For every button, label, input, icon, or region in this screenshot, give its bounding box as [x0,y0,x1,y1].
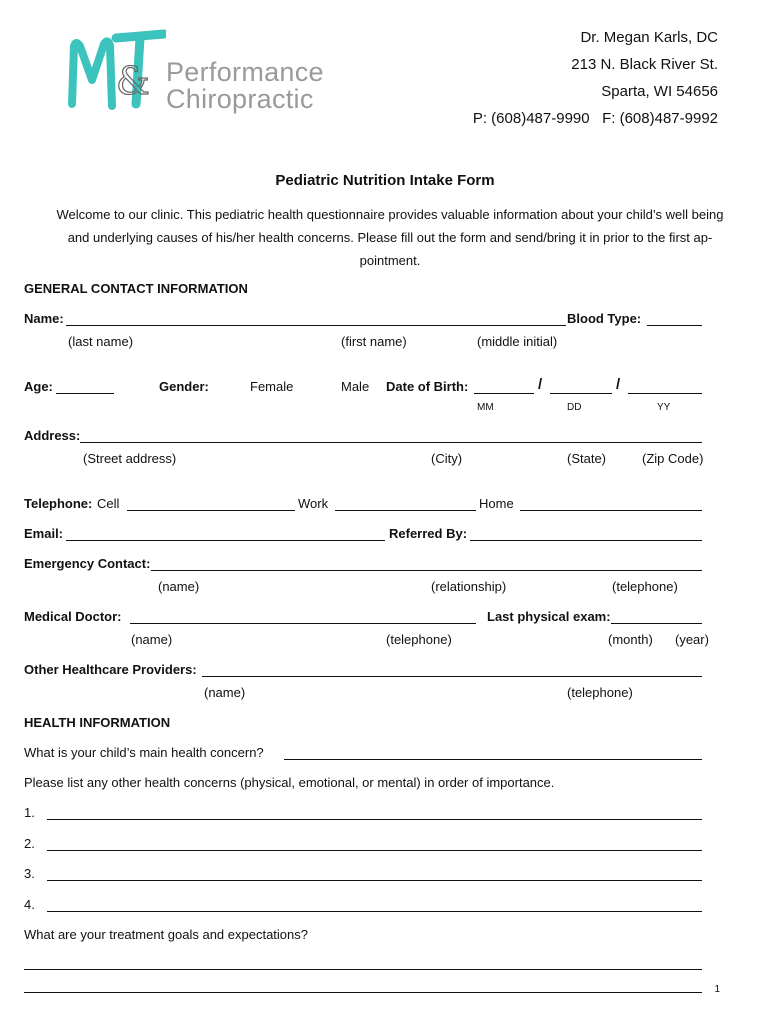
first-name-caption: (first name) [341,334,407,349]
svg-text:&: & [116,59,150,103]
medical-doctor-field[interactable] [130,623,476,624]
last-name-caption: (last name) [68,334,134,349]
city-caption: (City) [431,451,463,466]
form-intro [28,203,752,272]
name-field[interactable] [66,325,566,326]
other-concerns-label: Please list any other health concerns (physical, emotional, or mental) in order of importance. [24,775,555,790]
cell-label: Cell [97,496,120,511]
blood-type-field[interactable] [647,325,702,326]
dob-yy-caption: YY [657,402,671,413]
dob-year-field[interactable] [628,393,702,394]
exam-year-caption: (year) [675,632,709,647]
address-field[interactable] [80,442,702,443]
provider-telephone-caption: (telephone) [567,685,633,700]
street-caption: (Street address) [83,451,177,466]
clinic-phone-fax: P: (608)487-9990 F: (608)487-9992 [472,110,718,127]
email-field[interactable] [66,540,385,541]
emergency-telephone-caption: (telephone) [612,579,678,594]
treatment-goals-field-2[interactable] [24,992,702,993]
middle-initial-caption: (middle initial) [477,334,558,349]
concern-item-number: 4. [24,897,35,912]
doctor-telephone-caption: (telephone) [386,632,452,647]
state-caption: (State) [567,451,607,466]
doctor-name-caption: (name) [131,632,173,647]
dob-slash-1: / [538,376,543,393]
other-providers-label: Other Healthcare Providers: [24,662,197,677]
age-field[interactable] [56,393,114,394]
dob-mm-caption: MM [477,402,494,413]
treatment-goals-field-1[interactable] [24,969,702,970]
blood-type-label: Blood Type: [567,311,642,326]
home-phone-field[interactable] [520,510,702,511]
dob-dd-caption: DD [567,402,582,413]
dob-month-field[interactable] [474,393,534,394]
last-exam-field[interactable] [611,623,702,624]
concern-item-number: 2. [24,836,35,851]
work-label: Work [298,496,329,511]
concern-item-3-field[interactable] [47,880,702,881]
section-heading-general: GENERAL CONTACT INFORMATION [24,281,248,296]
concern-item-number: 3. [24,866,35,881]
concern-item-1-field[interactable] [47,819,702,820]
gender-male-option[interactable]: Male [341,379,370,394]
concern-item-4-field[interactable] [47,911,702,912]
home-label: Home [479,496,514,511]
form-title: Pediatric Nutrition Intake Form [275,172,495,189]
dob-slash-2: / [616,376,621,393]
main-concern-label: What is your child’s main health concern? [24,745,264,760]
intro-line-1: Welcome to our clinic. This pediatric health questionnaire provides valuable information about your child’s well being [56,207,724,222]
clinic-logo-mark [66,22,166,118]
main-concern-field[interactable] [284,759,702,760]
logo-text-performance: Performance [166,57,324,87]
email-label: Email: [24,526,64,541]
treatment-goals-label: What are your treatment goals and expectations? [24,927,308,942]
gender-label: Gender: [159,379,209,394]
name-label: Name: [24,311,64,326]
medical-doctor-label: Medical Doctor: [24,609,122,624]
page-number: 1 [714,984,720,995]
dob-label: Date of Birth: [386,379,469,394]
last-exam-label: Last physical exam: [487,609,611,624]
emergency-contact-label: Emergency Contact: [24,556,151,571]
clinic-city-state: Sparta, WI 54656 [601,83,718,100]
clinic-street: 213 N. Black River St. [571,56,718,73]
clinic-doctor: Dr. Megan Karls, DC [580,29,718,46]
emergency-contact-field[interactable] [151,570,702,571]
age-label: Age: [24,379,53,394]
logo-text-chiropractic: Chiropractic [166,84,314,114]
other-providers-field[interactable] [202,676,702,677]
intro-line-3: pointment. [359,253,421,268]
concern-item-2-field[interactable] [47,850,702,851]
telephone-label: Telephone: [24,496,93,511]
address-label: Address: [24,428,81,443]
emergency-name-caption: (name) [158,579,200,594]
section-heading-health: HEALTH INFORMATION [24,715,171,730]
intro-line-2: and underlying causes of his/her health concerns. Please fill out the form and send/bring it in prior to the first ap- [67,230,713,245]
concern-item-number: 1. [24,805,35,820]
exam-month-caption: (month) [608,632,653,647]
dob-day-field[interactable] [550,393,612,394]
emergency-relationship-caption: (relationship) [431,579,507,594]
referred-by-label: Referred By: [389,526,468,541]
work-phone-field[interactable] [335,510,476,511]
referred-by-field[interactable] [470,540,702,541]
provider-name-caption: (name) [204,685,246,700]
zip-caption: (Zip Code) [642,451,704,466]
cell-phone-field[interactable] [127,510,295,511]
gender-female-option[interactable]: Female [250,379,294,394]
